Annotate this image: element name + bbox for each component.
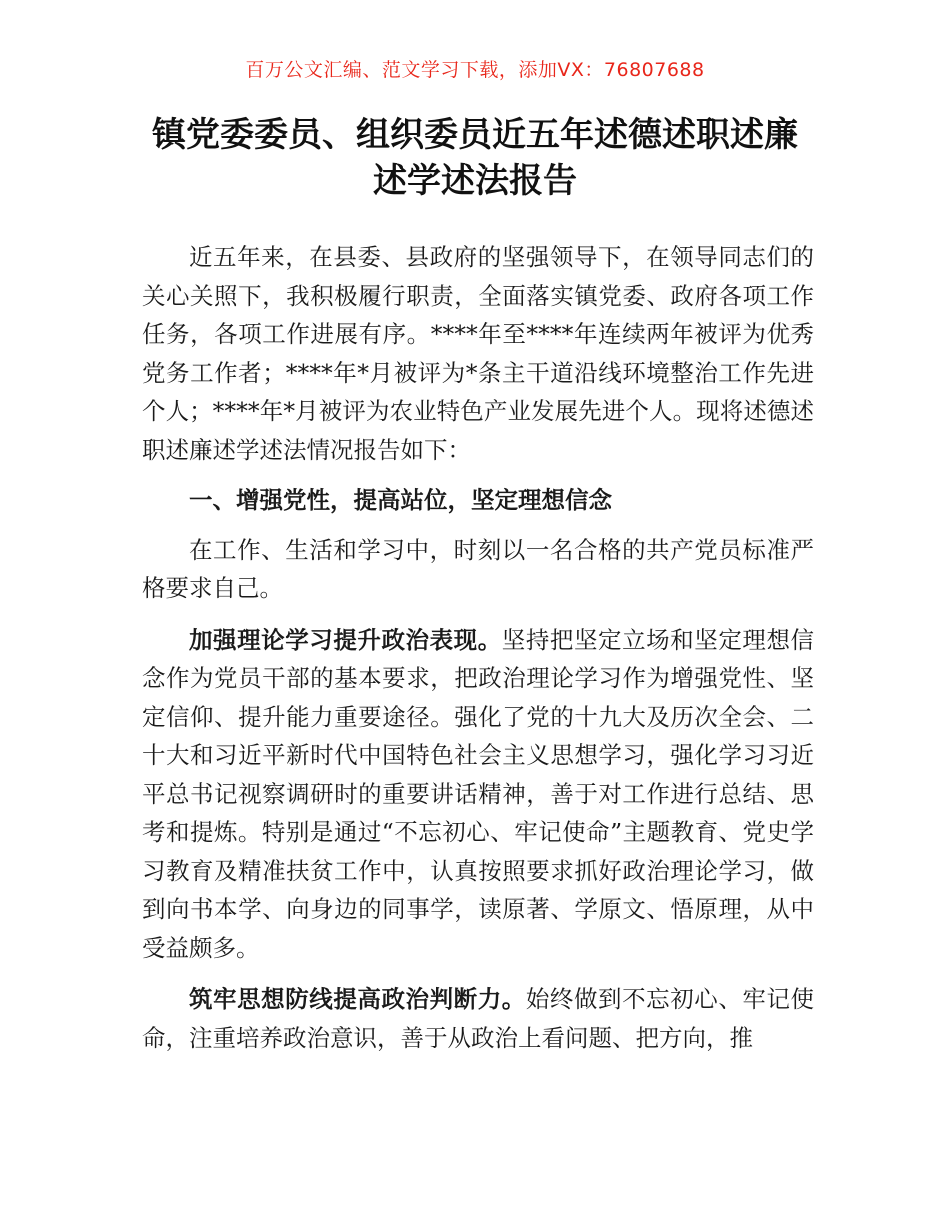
document-body [142,238,814,1057]
theory-study-lead: 加强理论学习提升政治表现。 [189,625,502,654]
ideological-defense-body: 始终做到不忘初心、牢记使命，注重培养政治意识，善于从政治上看问题、把方向，推 [142,985,815,1052]
document-title [100,112,850,204]
section-heading-1: 一、增强党性，提高站位，坚定理想信念 [189,486,612,514]
title-line-2: 述学述法报告 [373,161,577,201]
theory-study-paragraph [142,621,814,968]
title-line-1: 镇党委委员、组织委员近五年述德述职述廉 [152,115,798,155]
ideological-defense-paragraph [142,980,814,1057]
ideological-defense-lead: 筑牢思想防线提高政治判断力。 [189,985,526,1013]
theory-study-body: 坚持把坚定立场和坚定理想信念作为党员干部的基本要求，把政治理论学习作为增强党性、坚定信仰、提升能力重要途径。强化了党的十九大及历次全会、二十大和习近平新时代中国特色社会主义思想学习，强化学习习近平总书记视察调研时的重要讲话精神，善于对工作进行总结、思考和提炼。特别是通过“不忘初心、牢记使命”主题教育、党史学习教育及精准扶贫工作中，认真按照要求抓好政治理论学习，做到向书本学、向身边的同事学，读原著、学原文、悟原理，从中受益颇多。 [142,625,815,962]
section-1-paragraph: 在工作、生活和学习中，时刻以一名合格的共产党员标准严格要求自己。 [142,535,814,602]
watermark-banner: 百万公文汇编、范文学习下载，添加VX：76807688 [245,59,705,81]
intro-paragraph: 近五年来，在县委、县政府的坚强领导下，在领导同志们的关心关照下，我积极履行职责，全面落实镇党委、政府各项工作任务，各项工作进展有序。****年至****年连续两年被评为优秀党务工作者；****年*月被评为*条主干道沿线环境整治工作先进个人；****年*月被评为农业特色产业发展先进个人。现将述德述职述廉述学述法情况报告如下： [142,243,814,464]
